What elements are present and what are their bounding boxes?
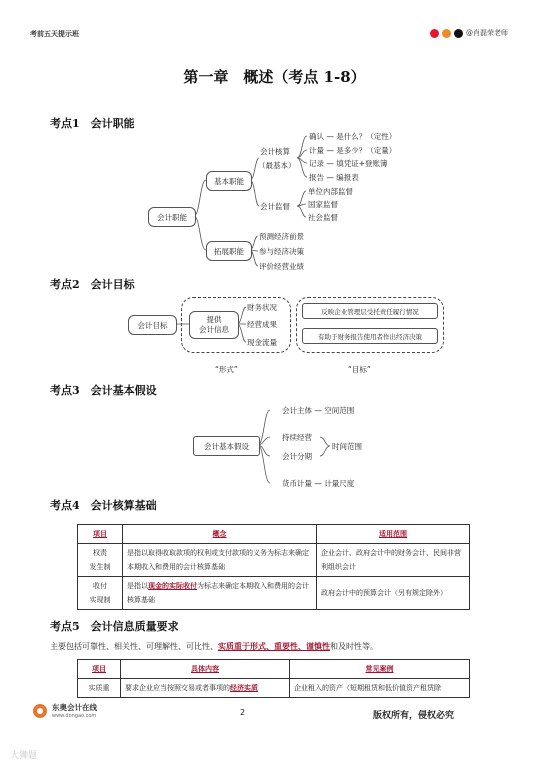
s1-record: 记录 — 填凭证+登账簿 — [309, 159, 388, 168]
table-cell: 企业会计、政府会计中的财务会计、民间非营利组织会计 — [317, 544, 470, 577]
table-header: 概念 — [123, 525, 317, 544]
s1-sup-item: 单位内部监督 — [308, 187, 353, 196]
s1-extended-node: 拓展职能 — [206, 241, 252, 261]
s2-form-caption: “形式” — [215, 365, 238, 374]
table-cell: 是指以取得收取款项的权利或支付款项的义务为标志来确定本期收入和费用的会计核算基础 — [123, 544, 317, 577]
table-cell: 政府会计中的预算会计（另有规定除外） — [317, 577, 470, 610]
s1-accounting-label: 会计核算 — [260, 147, 290, 156]
s2-target-caption: “目标” — [348, 365, 371, 374]
table-header: 项目 — [78, 525, 123, 544]
logo-name: 东奥会计在线 — [52, 703, 97, 712]
s1-root-node: 会计职能 — [148, 207, 196, 227]
table-cell: 企业租入的资产（短期租赁和低价值资产租赁除 — [290, 679, 470, 698]
table-header: 项目 — [78, 660, 121, 679]
section1-heading: 考点1 会计职能 — [50, 117, 135, 130]
highlight-text: 现金的实际收付 — [148, 581, 197, 590]
section4-heading: 考点4 会计核算基础 — [50, 499, 157, 512]
table-header-row — [78, 525, 470, 544]
s1-sup-item: 社会监督 — [308, 213, 338, 222]
table-row — [78, 544, 470, 577]
s3-root-node: 会计基本假设 — [193, 436, 260, 456]
table-cell: 是指以现金的实际收付为标志来确定本期收入和费用的会计核算基础 — [123, 577, 317, 610]
s4-table — [77, 524, 470, 610]
highlight-text: 实质重于形式、重要性、谨慎性 — [218, 641, 330, 651]
table-row — [78, 679, 470, 698]
section3-heading: 考点3 会计基本假设 — [50, 384, 157, 397]
table-cell: 收付 实现制 — [78, 577, 123, 610]
table-header: 常见案例 — [290, 660, 470, 679]
s2-form-item: 现金流量 — [247, 338, 277, 347]
logo-url: www.dongao.com — [52, 713, 97, 719]
s1-ext-item: 评价经营业绩 — [259, 262, 304, 271]
table-row — [78, 577, 470, 610]
table-cell: 权责 发生制 — [78, 544, 123, 577]
section5-heading: 考点5 会计信息质量要求 — [50, 620, 179, 633]
s2-provide-node: 提供 会计信息 — [189, 311, 239, 339]
s1-accounting-sub: （最基本） — [258, 161, 296, 170]
s3-money: 货币计量 — 计量尺度 — [282, 479, 355, 488]
s1-ext-item: 预测经济前景 — [259, 232, 304, 241]
table-cell: 要求企业应当按照交易或者事项的经济实质 — [121, 679, 290, 698]
s5-body-text: 主要包括可靠性、相关性、可理解性、可比性、实质重于形式、重要性、谨慎性和及时性等。 — [50, 641, 378, 651]
s3-period: 会计分期 — [282, 452, 312, 461]
table-header: 适用范围 — [317, 525, 470, 544]
header-left-title: 考前五天提示班 — [30, 30, 79, 38]
page-number: 2 — [240, 708, 246, 717]
page-title: 第一章 概述（考点 1-8） — [183, 68, 366, 86]
copyright-notice: 版权所有，侵权必究 — [373, 711, 455, 721]
s1-supervision: 会计监督 — [260, 202, 290, 211]
s1-sup-item: 国家监督 — [308, 200, 338, 209]
s1-ext-item: 参与经济决策 — [259, 247, 304, 256]
footer-logo — [32, 702, 97, 719]
s5-table — [77, 659, 470, 698]
section2-heading: 考点2 会计目标 — [50, 278, 135, 291]
s2-target-item: 反映企业管理层受托责任履行情况 — [302, 303, 438, 319]
s2-form-item: 经营成果 — [247, 320, 277, 329]
s3-time: 时间范围 — [332, 442, 362, 451]
s3-entity: 会计主体 — 空间范围 — [282, 406, 355, 415]
s1-confirm: 确认 — 是什么？（定性） — [309, 132, 397, 141]
s3-going: 持续经营 — [282, 433, 312, 442]
table-header-row — [78, 660, 470, 679]
s1-basic-node: 基本职能 — [206, 171, 252, 191]
table-header: 具体内容 — [121, 660, 290, 679]
watermark: 大狮题 — [10, 751, 38, 761]
s2-target-item: 有助于财务报告使用者作出经济决策 — [302, 328, 438, 344]
s2-form-item: 财务状况 — [247, 303, 277, 312]
table-cell: 实质重 — [78, 679, 121, 698]
author-handle: @肖磊荣老师 — [466, 29, 508, 37]
s2-root-node: 会计目标 — [128, 315, 177, 335]
s1-report: 报告 — 编报表 — [309, 173, 359, 182]
highlight-text: 经济实质 — [230, 683, 258, 692]
dongao-logo-icon — [32, 703, 48, 719]
s1-measure: 计量 — 是多少？（定量） — [309, 146, 397, 155]
